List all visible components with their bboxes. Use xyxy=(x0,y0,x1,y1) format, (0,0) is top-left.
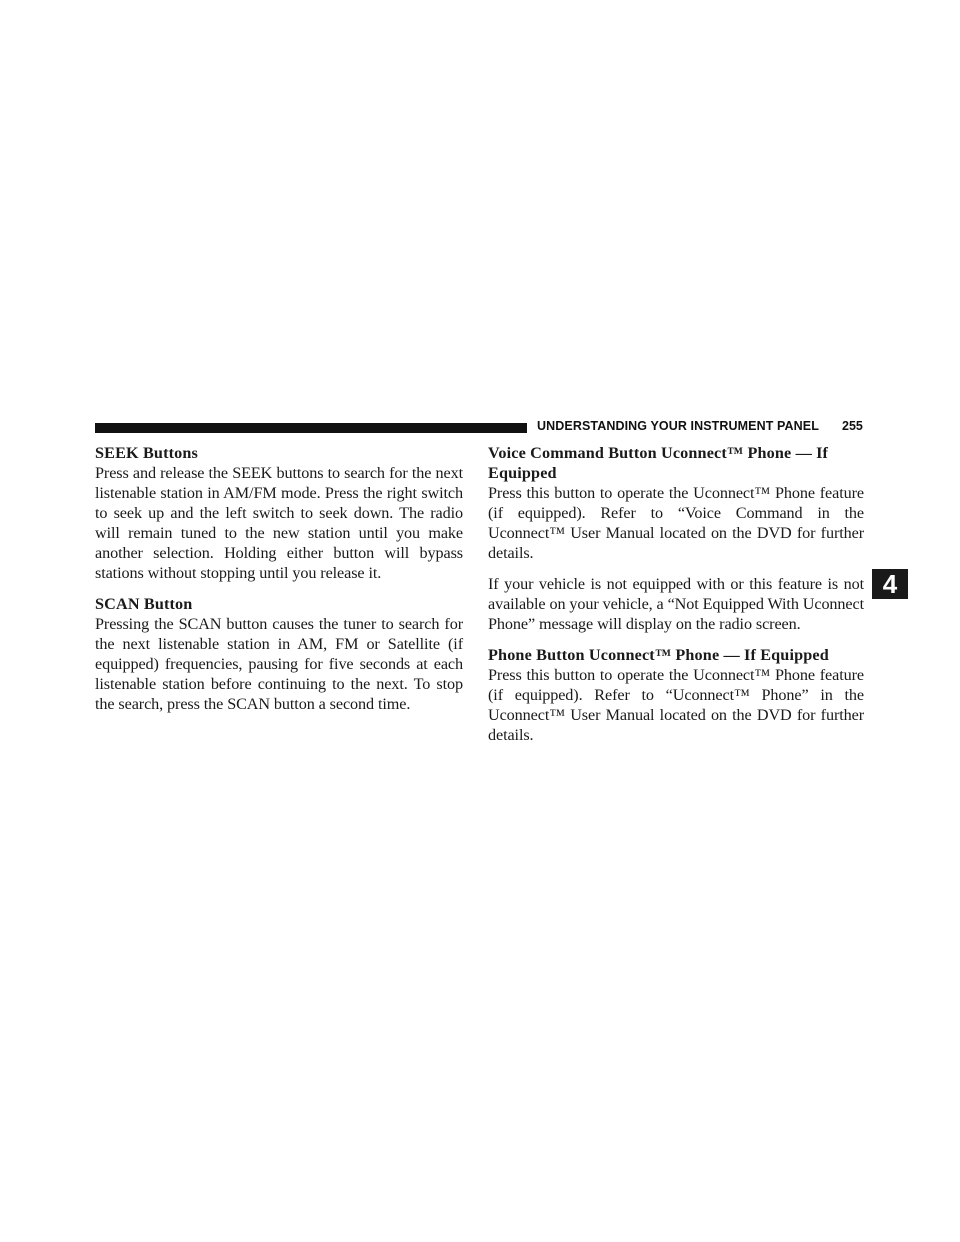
section-heading: SEEK Buttons xyxy=(95,444,199,462)
section-scan-button xyxy=(95,594,463,714)
section-body: Press and release the SEEK buttons to search for the next listenable station in AM/FM mode. Press the right switch to seek up and the left switch to seek down. The radio will remain tuned to the new station until you make another selection. Holding either button will bypass stations without stopping until you release it. xyxy=(95,464,463,582)
section-body: If your vehicle is not equipped with or this feature is not available on your vehicle, a “Not Equipped With Uconnect Phone” message will display on the radio screen. xyxy=(488,575,864,633)
section-body: Press this button to operate the Uconnect™ Phone feature (if equipped). Refer to “Uconnect™ Phone” in the Uconnect™ User Manual located on the DVD for further details. xyxy=(488,666,864,744)
header-rule xyxy=(95,423,527,433)
left-column xyxy=(95,443,463,725)
chapter-tab: 4 xyxy=(872,569,908,599)
running-header: UNDERSTANDING YOUR INSTRUMENT PANEL xyxy=(537,419,819,433)
section-body: Press this button to operate the Uconnect™ Phone feature (if equipped). Refer to “Voice Command in the Uconnect™ User Manual located on the DVD for further details. xyxy=(488,484,864,562)
section-heading: Voice Command Button Uconnect™ Phone — If Equipped xyxy=(488,444,829,482)
page-number: 255 xyxy=(842,419,863,433)
section-heading: SCAN Button xyxy=(95,595,193,613)
section-phone-button xyxy=(488,645,864,745)
section-body: Pressing the SCAN button causes the tuner to search for the next listenable station in AM, FM or Satellite (if equipped) frequencies, pausing for five seconds at each listenable station before continuing to the next. To stop the search, press the SCAN button a second time. xyxy=(95,615,463,713)
right-column xyxy=(488,443,864,756)
section-voice-command-button xyxy=(488,443,864,634)
section-heading: Phone Button Uconnect™ Phone — If Equipped xyxy=(488,646,829,664)
section-seek-buttons xyxy=(95,443,463,583)
